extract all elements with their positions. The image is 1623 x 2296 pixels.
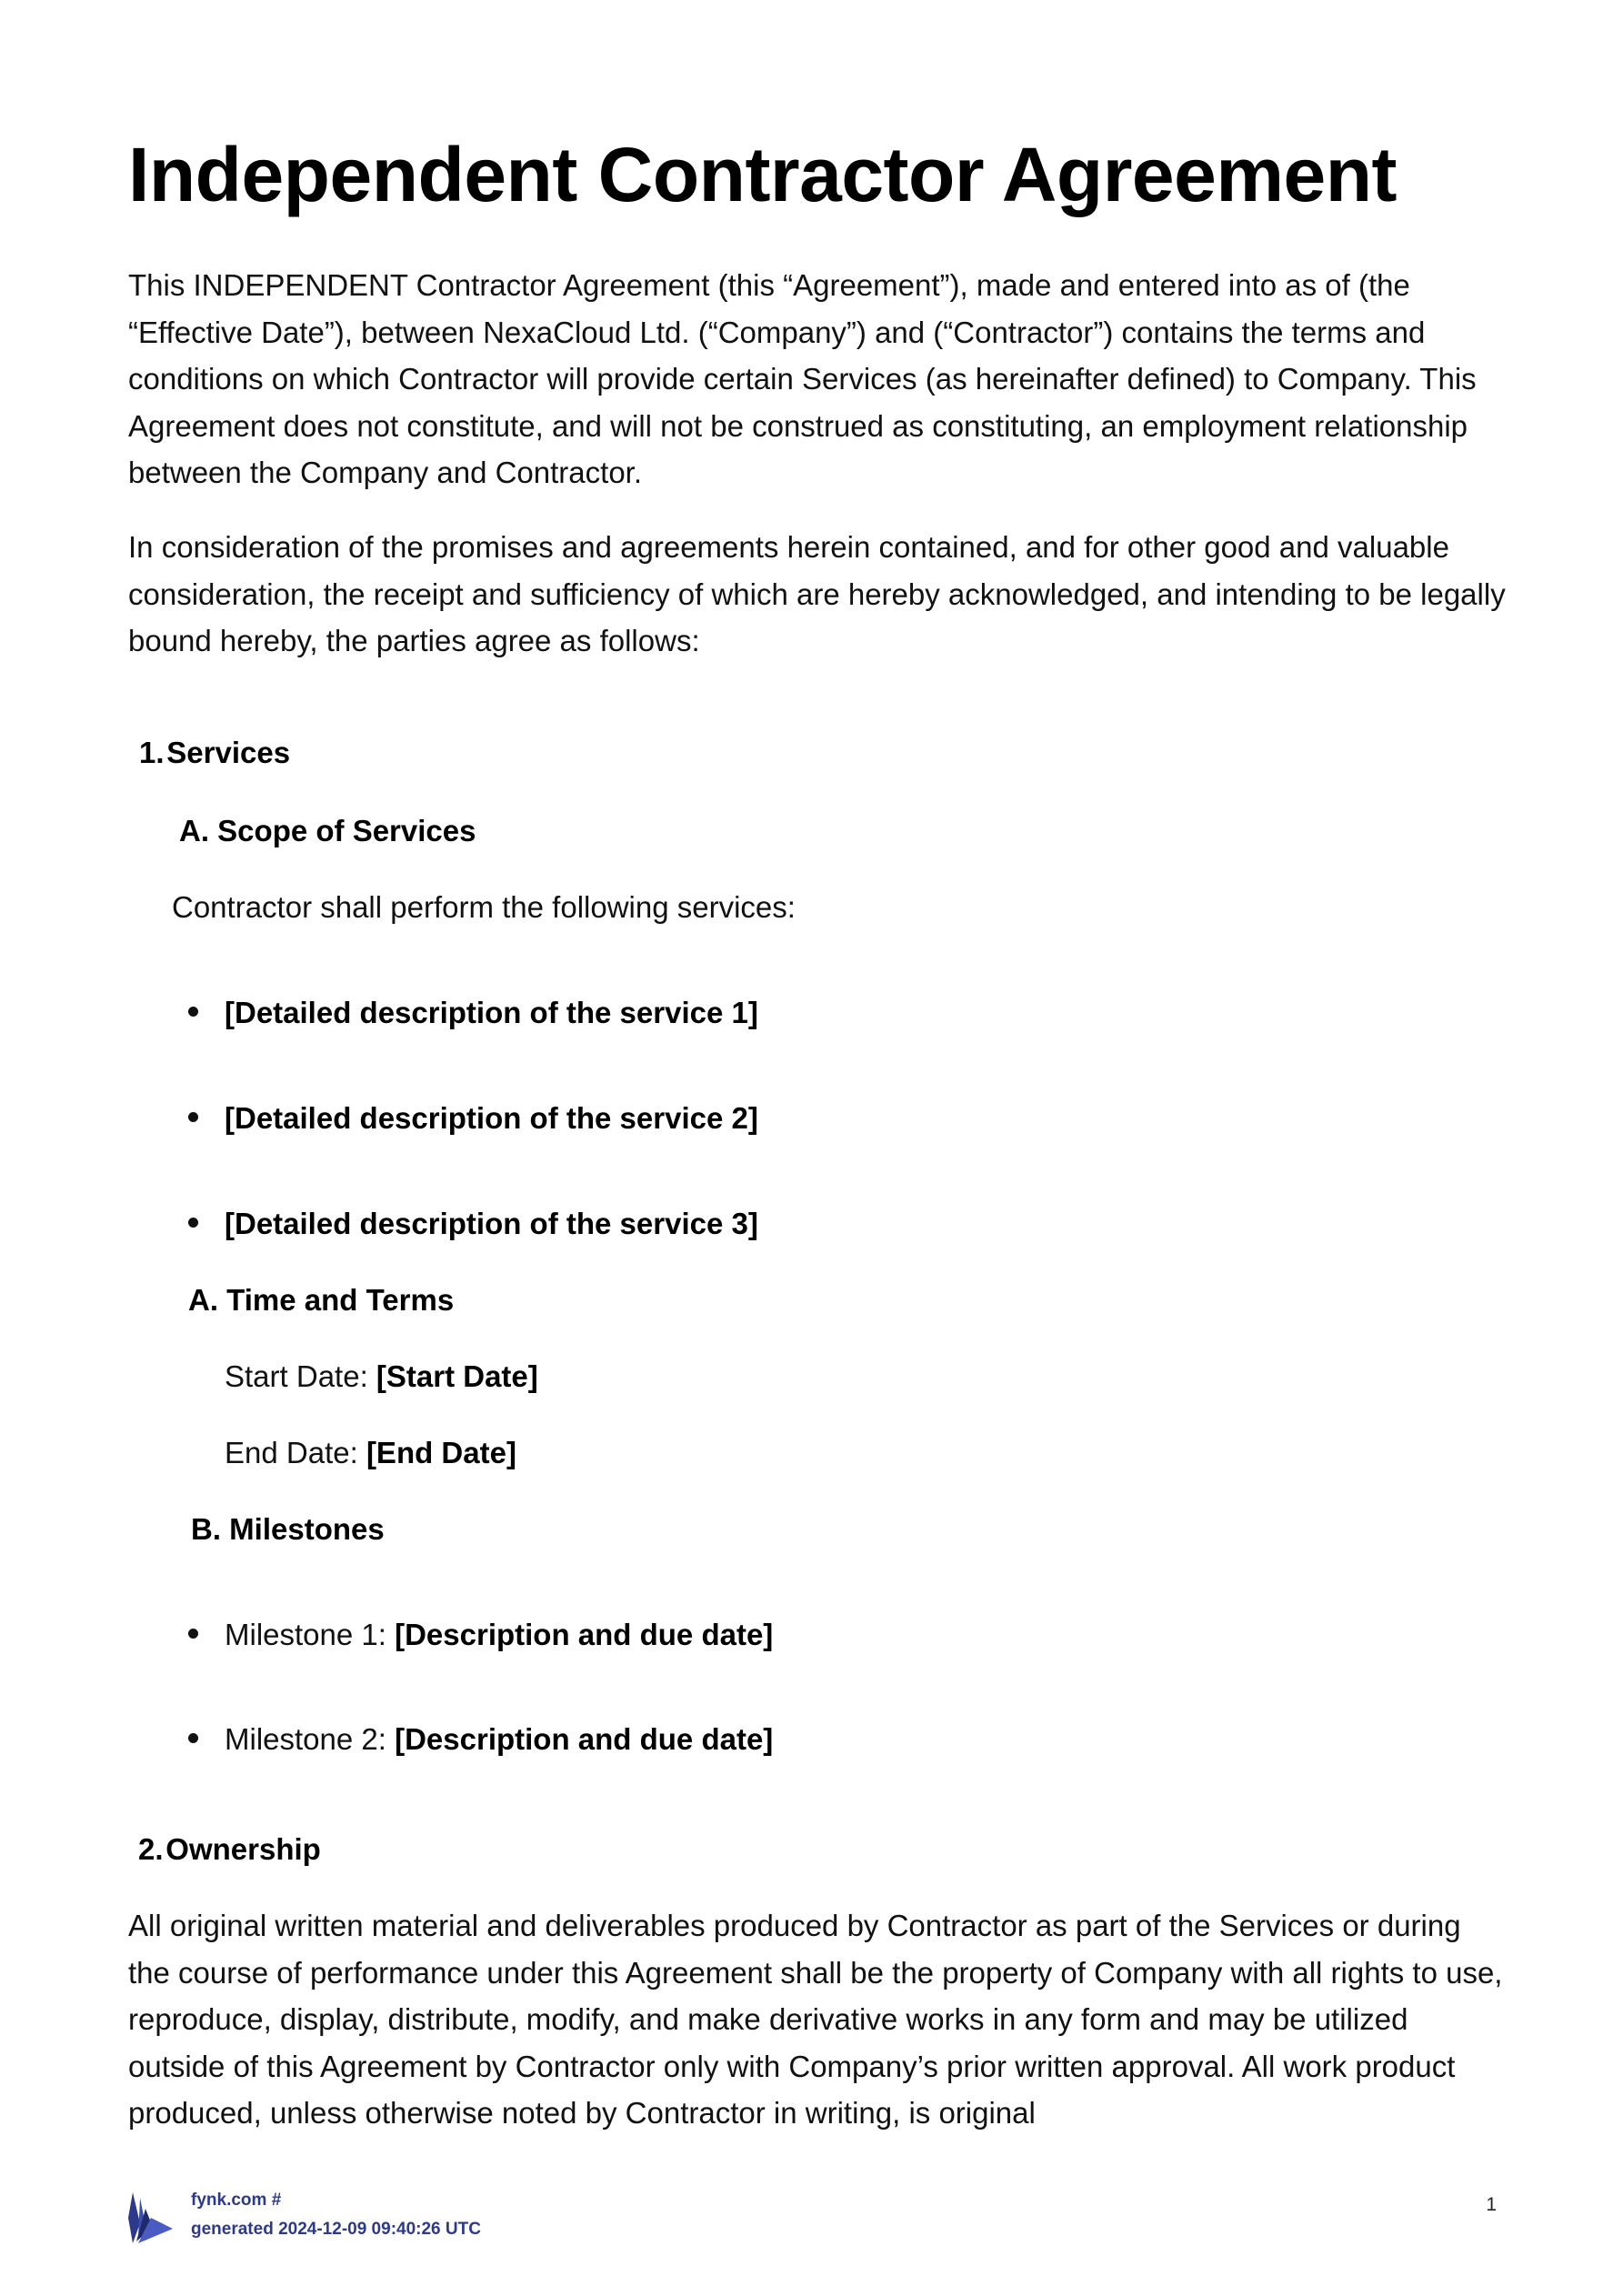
section-1-heading [139,735,290,771]
bullet-icon [188,1629,198,1639]
page-number: 1 [1486,2194,1497,2215]
bullet-icon [188,1112,198,1122]
bullet-icon [188,1007,198,1017]
document-title: Independent Contractor Agreement [128,132,1398,217]
end-date-value: [End Date] [366,1436,516,1469]
bullet-icon [188,1733,198,1743]
section-2-title: Ownership [165,1832,321,1866]
section-1-title: Services [166,736,291,769]
milestones-title: Milestones [229,1512,385,1546]
service-item-1: [Detailed description of the service 1] [225,996,758,1029]
footer-generated: generated 2024-12-09 09:40:26 UTC [191,2220,481,2239]
milestones-letter: B. [191,1512,221,1546]
time-terms-title: Time and Terms [226,1283,455,1317]
end-date-line: End Date: [End Date] [225,1436,516,1469]
ownership-paragraph: All original written material and deliverables produced by Contractor as part of the Services or during the course of performance under this Agreement shall be the property of Company with all rights to use, reproduce, display, distribute, modify, and make derivative works in any form and may be utilized outside of this Agreement by Contractor only with Company’s prior written approval. All work product produced, unless otherwise noted by Contractor in writing, is original [128,1909,1503,2130]
scope-heading [179,813,476,849]
scope-letter: A. [179,814,209,847]
footer-site[interactable]: fynk.com # [191,2191,282,2210]
intro-paragraph-2: In consideration of the promises and agreements herein contained, and for other good and valuable consideration, the receipt and sufficiency of which are hereby acknowledged, and intending to be legally bound hereby, the parties agree as follows: [128,530,1506,657]
service-item-2: [Detailed description of the service 2] [225,1101,758,1135]
section-2-number: 2. [138,1832,164,1866]
time-terms-heading [188,1282,454,1318]
fynk-logo-icon [127,2191,176,2245]
intro-paragraph-1: This INDEPENDENT Contractor Agreement (this “Agreement”), made and entered into as of (the “Effective Date”), between NexaCloud Ltd. (“Company”) and (“Contractor”) contains the terms and conditions on which Contractor will provide certain Services (as hereinafter defined) to Company. This Agreement does not constitute, and will not be construed as constituting, an employment relationship between the Company and Contractor. [128,268,1477,489]
start-date-line: Start Date: [Start Date] [225,1359,538,1393]
milestones-heading [191,1511,385,1548]
scope-title: Scope of Services [217,814,476,847]
section-1-number: 1. [139,736,165,769]
time-terms-letter: A. [188,1283,218,1317]
bullet-icon [188,1218,198,1228]
scope-intro: Contractor shall perform the following services: [172,890,796,924]
service-item-3: [Detailed description of the service 3] [225,1207,758,1240]
milestone-item-1: Milestone 1: [Description and due date] [225,1618,774,1651]
section-2-heading [138,1831,321,1868]
milestone-item-2: Milestone 2: [Description and due date] [225,1722,774,1756]
start-date-value: [Start Date] [376,1359,538,1393]
